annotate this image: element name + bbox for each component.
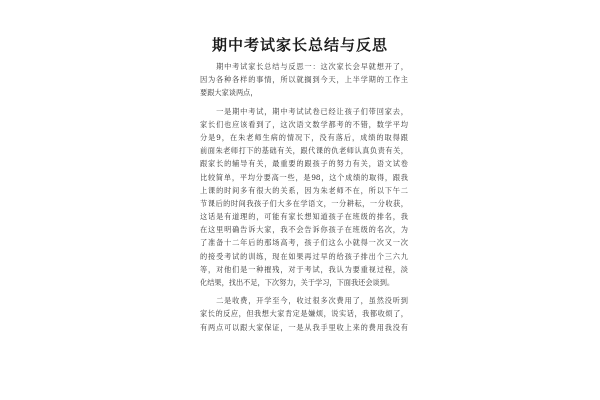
text-line: 等，对他们是一种摧残，对于考试，我认为要重视过程，淡 (200, 264, 408, 274)
text-line: 有两点可以跟大家保证，一是从我手里收上来的费用我没有 (200, 322, 408, 332)
text-line: 一是期中考试，期中考试试卷已经让孩子们带回家去， (200, 106, 408, 116)
document-title: 期中考试家长总结与反思 (211, 36, 388, 54)
text-line: 在这里明确告诉大家，我不会告诉你孩子在班级的名次，为 (200, 225, 408, 235)
text-line: 家长的反应，但我想大家肯定是嫌烦，说实话，我都收烦了， (200, 309, 408, 319)
paragraph-fees (200, 294, 408, 334)
text-line: 跟家长的辅导有关，最重要的跟孩子的努力有关，语文试卷 (200, 159, 408, 169)
text-line: 前面朱老师打下的基础有关，跟代课的仇老师认真负责有关， (200, 146, 408, 156)
text-line: 这话是有道理的，可能有家长想知道孩子在班级的排名，我 (200, 212, 408, 222)
text-line: 二是收费，开学至今，收过很多次费用了，虽然没听到 (200, 296, 408, 306)
text-line: 分是9，在朱老师生病的情况下，没有落后，成绩的取得跟 (200, 132, 408, 142)
paragraph-exam (200, 105, 408, 290)
text-line: 化结果，找出不足，下次努力，关于学习，下面我还会谈到。 (200, 278, 395, 287)
text-line: 家长们也应该看到了，这次语文数学都考的不错，数学平均 (200, 119, 408, 129)
text-line: 期中考试家长总结与反思一：这次家长会早就想开了， (200, 62, 408, 71)
text-line: 节课后的时间我孩子们大多在学语文，一分耕耘，一分收获， (200, 198, 408, 208)
text-line: 因为各种各样的事情，所以就搁到今天，上半学期的工作主 (200, 75, 408, 85)
text-line: 比较简单，平均分要高一些，是98，这个成绩的取得，跟我 (200, 172, 408, 182)
paragraph-intro (200, 60, 408, 100)
text-line: 了准备十二年后的那场高考，孩子们这么小就得一次又一次 (200, 238, 408, 248)
text-line: 上课的时间多有很大的关系，因为朱老师不在，所以下午二 (200, 185, 408, 195)
document-body (200, 60, 408, 334)
text-line: 要跟大家谈两点， (200, 88, 258, 98)
text-line: 的接受考试的训练，现在如果再过早的给孩子排出个三六九 (200, 251, 408, 261)
